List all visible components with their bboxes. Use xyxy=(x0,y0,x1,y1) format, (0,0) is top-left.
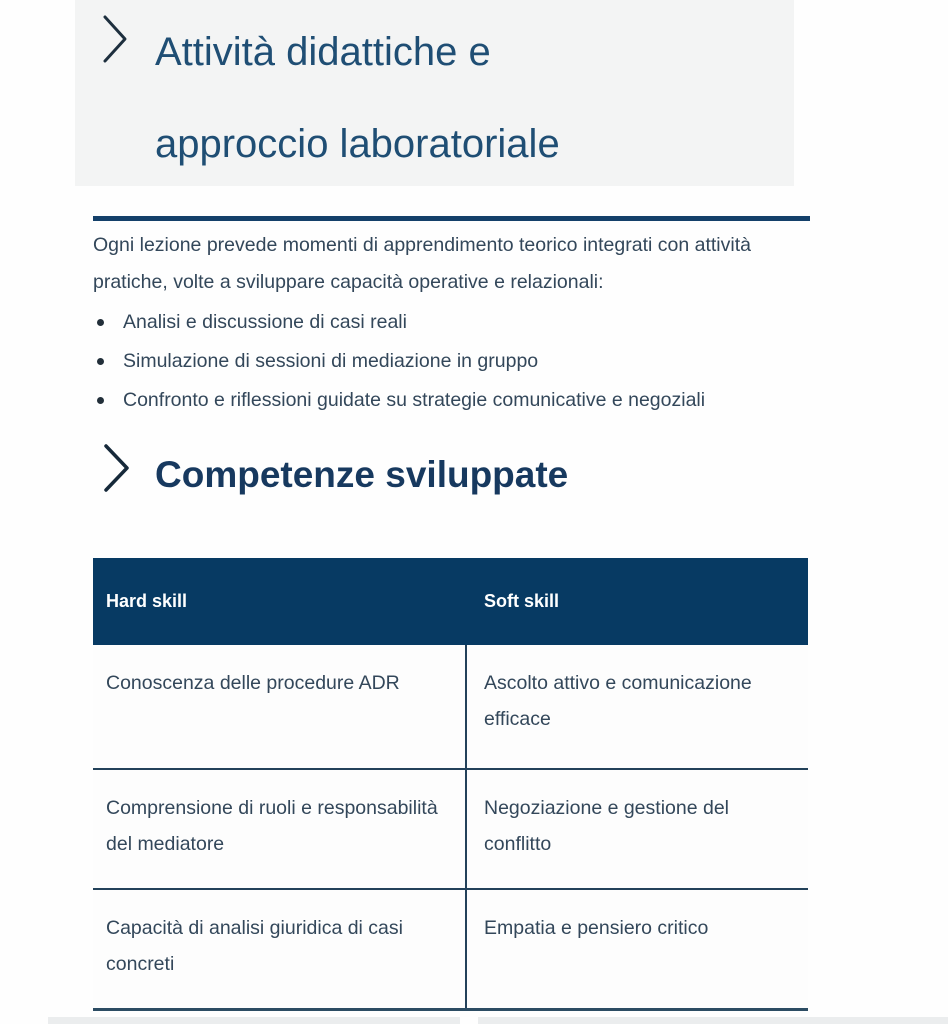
table-header-row xyxy=(93,558,808,645)
intro-paragraph: Ogni lezione prevede momenti di apprendimento teorico integrati con attività pratiche, volte a sviluppare capacità operative e relazionali: xyxy=(93,234,751,293)
cell-hard-skill: Comprensione di ruoli e responsabilità del mediatore xyxy=(93,770,467,888)
table-row xyxy=(93,888,808,1008)
table-row xyxy=(93,645,808,768)
list-item: Analisi e discussione di casi reali xyxy=(93,303,803,342)
cell-soft-skill: Empatia e pensiero critico xyxy=(484,917,709,939)
section-title-attivita: Attività didattiche e approccio laboratoriale xyxy=(155,30,560,166)
list-item: Confronto e riflessioni guidate su strategie comunicative e negoziali xyxy=(93,381,803,420)
cell-hard-skill: Conoscenza delle procedure ADR xyxy=(93,645,467,768)
cell-hard-skill: Capacità di analisi giuridica di casi concreti xyxy=(93,890,467,1008)
list-item: Simulazione di sessioni di mediazione in gruppo xyxy=(93,342,803,381)
chevron-right-icon xyxy=(102,14,130,64)
skills-table xyxy=(93,558,808,1011)
chevron-right-icon xyxy=(102,442,132,494)
section-title-competenze: Competenze sviluppate xyxy=(155,454,569,495)
column-header-soft-skill: Soft skill xyxy=(484,591,560,611)
cell-soft-skill: Negoziazione e gestione del conflitto xyxy=(484,797,730,855)
cell-soft-skill: Ascolto attivo e comunicazione efficace xyxy=(484,672,752,730)
column-header-hard-skill: Hard skill xyxy=(106,591,188,611)
next-section-edge xyxy=(48,1017,460,1024)
title-divider-rule xyxy=(93,216,810,221)
bullet-list xyxy=(93,303,803,420)
next-section-edge xyxy=(478,1017,948,1024)
table-row xyxy=(93,768,808,888)
